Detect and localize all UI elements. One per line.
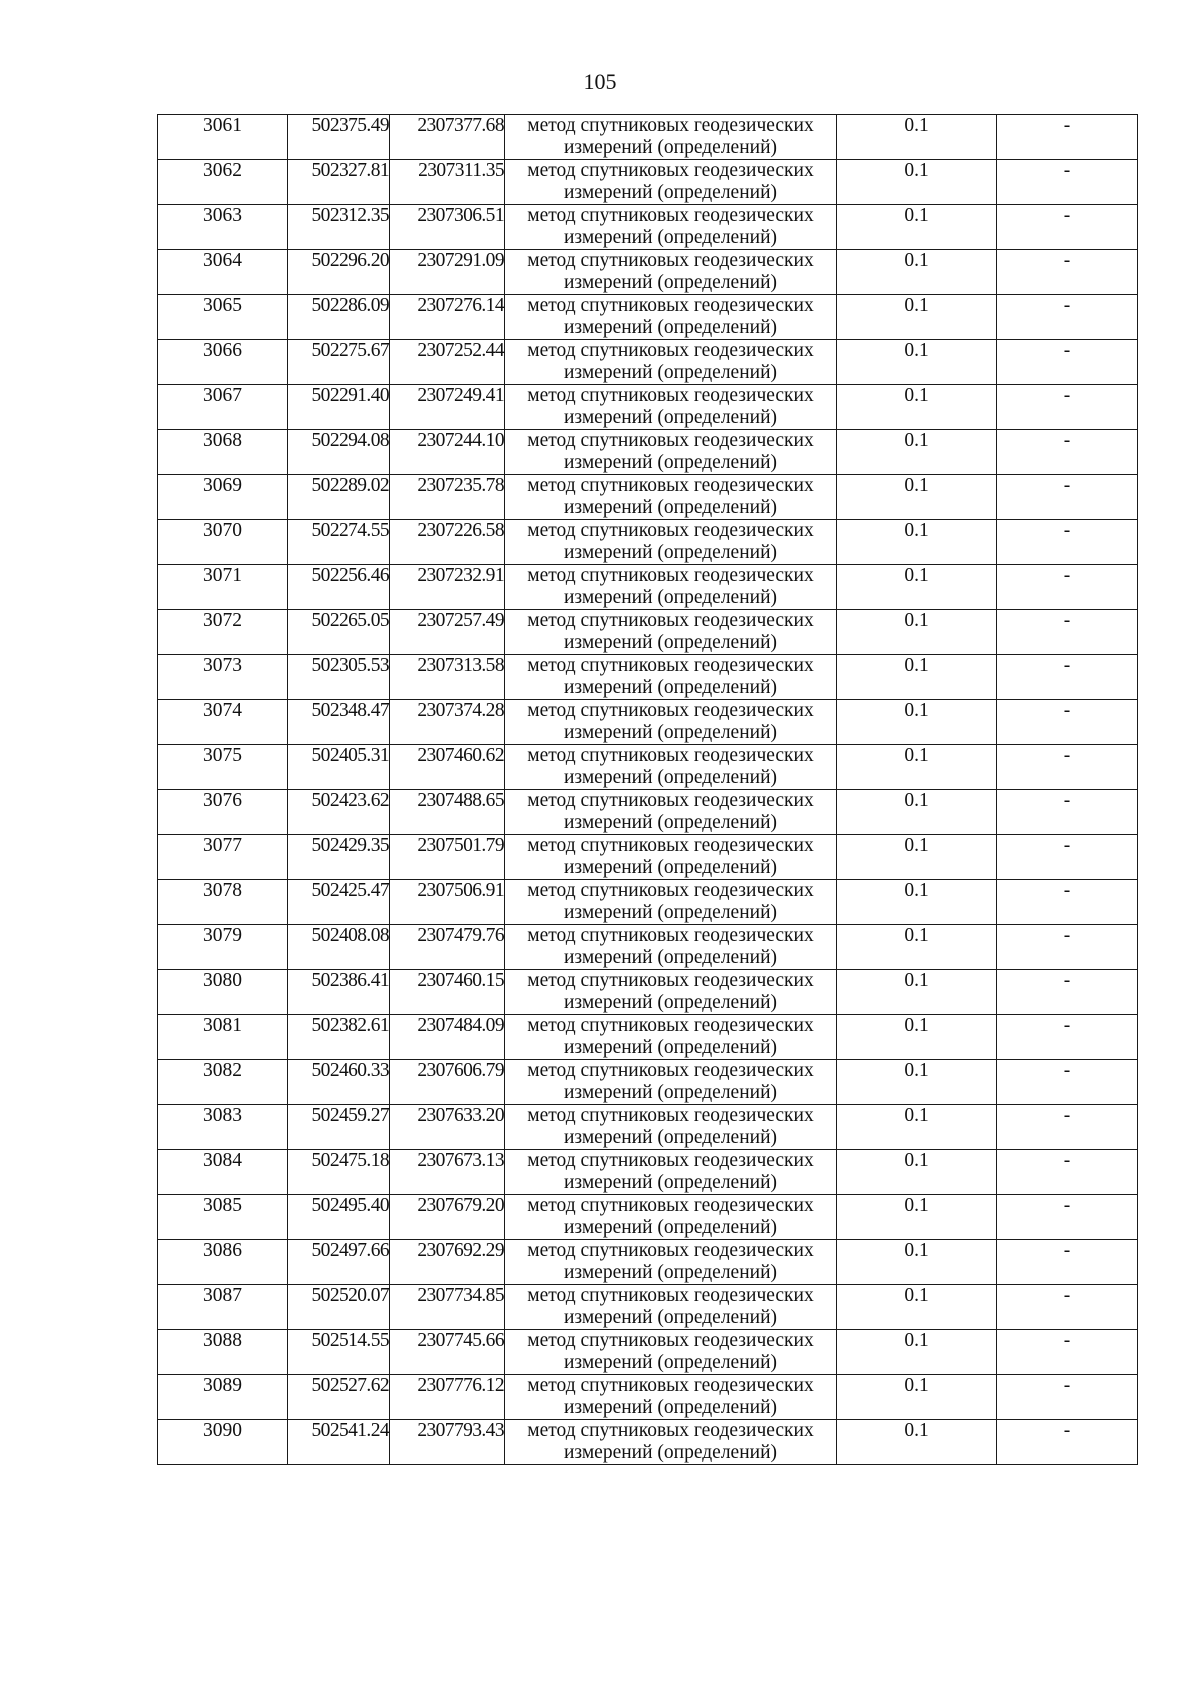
method-line-1: метод спутниковых геодезических	[527, 250, 814, 271]
accuracy-cell: 0.1	[837, 1285, 997, 1330]
method-cell	[505, 295, 837, 340]
y-coordinate-cell: 2307313.58	[390, 655, 505, 700]
method-cell	[505, 1420, 837, 1465]
x-coordinate-cell: 502286.09	[288, 295, 390, 340]
note-cell: -	[997, 520, 1138, 565]
x-coordinate-cell: 502405.31	[288, 745, 390, 790]
method-line-1: метод спутниковых геодезических	[527, 295, 814, 316]
table-row	[158, 1015, 1138, 1060]
x-coordinate-cell: 502275.67	[288, 340, 390, 385]
y-coordinate-cell: 2307306.51	[390, 205, 505, 250]
point-number-cell: 3089	[158, 1375, 288, 1420]
x-coordinate-cell: 502382.61	[288, 1015, 390, 1060]
method-cell	[505, 835, 837, 880]
y-coordinate-cell: 2307479.76	[390, 925, 505, 970]
table-row	[158, 205, 1138, 250]
x-coordinate-cell: 502296.20	[288, 250, 390, 295]
method-cell	[505, 1240, 837, 1285]
accuracy-cell: 0.1	[837, 655, 997, 700]
table-row	[158, 1420, 1138, 1465]
x-coordinate-cell: 502541.24	[288, 1420, 390, 1465]
table-row	[158, 835, 1138, 880]
point-number-cell: 3063	[158, 205, 288, 250]
accuracy-cell: 0.1	[837, 295, 997, 340]
x-coordinate-cell: 502423.62	[288, 790, 390, 835]
table-row	[158, 565, 1138, 610]
accuracy-cell: 0.1	[837, 340, 997, 385]
y-coordinate-cell: 2307249.41	[390, 385, 505, 430]
point-number-cell: 3064	[158, 250, 288, 295]
method-line-1: метод спутниковых геодезических	[527, 565, 814, 586]
y-coordinate-cell: 2307488.65	[390, 790, 505, 835]
table-row	[158, 655, 1138, 700]
method-line-1: метод спутниковых геодезических	[527, 520, 814, 541]
method-line-1: метод спутниковых геодезических	[527, 340, 814, 361]
method-line-2: измерений (определений)	[563, 632, 778, 653]
accuracy-cell: 0.1	[837, 970, 997, 1015]
table-row	[158, 1105, 1138, 1150]
note-cell: -	[997, 700, 1138, 745]
accuracy-cell: 0.1	[837, 1420, 997, 1465]
method-line-2: измерений (определений)	[563, 587, 778, 608]
note-cell: -	[997, 475, 1138, 520]
x-coordinate-cell: 502497.66	[288, 1240, 390, 1285]
table-row	[158, 385, 1138, 430]
accuracy-cell: 0.1	[837, 925, 997, 970]
table-row	[158, 880, 1138, 925]
x-coordinate-cell: 502386.41	[288, 970, 390, 1015]
method-line-1: метод спутниковых геодезических	[527, 1285, 814, 1306]
accuracy-cell: 0.1	[837, 520, 997, 565]
accuracy-cell: 0.1	[837, 1015, 997, 1060]
method-cell	[505, 160, 837, 205]
x-coordinate-cell: 502514.55	[288, 1330, 390, 1375]
accuracy-cell: 0.1	[837, 160, 997, 205]
method-line-1: метод спутниковых геодезических	[527, 205, 814, 226]
point-number-cell: 3071	[158, 565, 288, 610]
method-line-2: измерений (определений)	[563, 812, 778, 833]
method-line-1: метод спутниковых геодезических	[527, 835, 814, 856]
note-cell: -	[997, 745, 1138, 790]
table-row	[158, 1375, 1138, 1420]
y-coordinate-cell: 2307291.09	[390, 250, 505, 295]
y-coordinate-cell: 2307311.35	[390, 160, 505, 205]
note-cell: -	[997, 970, 1138, 1015]
method-cell	[505, 430, 837, 475]
method-cell	[505, 115, 837, 160]
method-cell	[505, 520, 837, 565]
table-row	[158, 340, 1138, 385]
method-line-1: метод спутниковых геодезических	[527, 115, 814, 136]
accuracy-cell: 0.1	[837, 565, 997, 610]
method-cell	[505, 610, 837, 655]
method-line-2: измерений (определений)	[563, 497, 778, 518]
y-coordinate-cell: 2307244.10	[390, 430, 505, 475]
method-cell	[505, 475, 837, 520]
accuracy-cell: 0.1	[837, 835, 997, 880]
method-line-2: измерений (определений)	[563, 1442, 778, 1463]
point-number-cell: 3074	[158, 700, 288, 745]
method-line-1: метод спутниковых геодезических	[527, 385, 814, 406]
x-coordinate-cell: 502327.81	[288, 160, 390, 205]
table-row	[158, 295, 1138, 340]
accuracy-cell: 0.1	[837, 1195, 997, 1240]
table-row	[158, 475, 1138, 520]
point-number-cell: 3078	[158, 880, 288, 925]
method-line-1: метод спутниковых геодезических	[527, 475, 814, 496]
point-number-cell: 3082	[158, 1060, 288, 1105]
method-line-2: измерений (определений)	[563, 677, 778, 698]
y-coordinate-cell: 2307484.09	[390, 1015, 505, 1060]
y-coordinate-cell: 2307252.44	[390, 340, 505, 385]
method-line-2: измерений (определений)	[563, 1352, 778, 1373]
method-line-2: измерений (определений)	[563, 1127, 778, 1148]
method-line-2: измерений (определений)	[563, 722, 778, 743]
method-cell	[505, 205, 837, 250]
point-number-cell: 3070	[158, 520, 288, 565]
x-coordinate-cell: 502348.47	[288, 700, 390, 745]
method-line-1: метод спутниковых геодезических	[527, 1420, 814, 1441]
point-number-cell: 3061	[158, 115, 288, 160]
x-coordinate-cell: 502520.07	[288, 1285, 390, 1330]
accuracy-cell: 0.1	[837, 430, 997, 475]
method-line-2: измерений (определений)	[563, 1037, 778, 1058]
method-cell	[505, 1150, 837, 1195]
method-line-2: измерений (определений)	[563, 182, 778, 203]
note-cell: -	[997, 1375, 1138, 1420]
method-cell	[505, 745, 837, 790]
point-number-cell: 3090	[158, 1420, 288, 1465]
note-cell: -	[997, 295, 1138, 340]
note-cell: -	[997, 385, 1138, 430]
note-cell: -	[997, 565, 1138, 610]
x-coordinate-cell: 502291.40	[288, 385, 390, 430]
method-line-2: измерений (определений)	[563, 947, 778, 968]
point-number-cell: 3062	[158, 160, 288, 205]
point-number-cell: 3086	[158, 1240, 288, 1285]
method-line-2: измерений (определений)	[563, 452, 778, 473]
x-coordinate-cell: 502312.35	[288, 205, 390, 250]
point-number-cell: 3084	[158, 1150, 288, 1195]
coordinates-table	[157, 114, 1138, 1465]
x-coordinate-cell: 502460.33	[288, 1060, 390, 1105]
method-line-2: измерений (определений)	[563, 1172, 778, 1193]
point-number-cell: 3077	[158, 835, 288, 880]
method-line-1: метод спутниковых геодезических	[527, 610, 814, 631]
y-coordinate-cell: 2307501.79	[390, 835, 505, 880]
method-line-2: измерений (определений)	[563, 1082, 778, 1103]
method-cell	[505, 1195, 837, 1240]
method-line-2: измерений (определений)	[563, 1262, 778, 1283]
y-coordinate-cell: 2307506.91	[390, 880, 505, 925]
y-coordinate-cell: 2307673.13	[390, 1150, 505, 1195]
note-cell: -	[997, 1240, 1138, 1285]
method-cell	[505, 790, 837, 835]
method-line-2: измерений (определений)	[563, 1397, 778, 1418]
y-coordinate-cell: 2307276.14	[390, 295, 505, 340]
y-coordinate-cell: 2307633.20	[390, 1105, 505, 1150]
point-number-cell: 3083	[158, 1105, 288, 1150]
y-coordinate-cell: 2307679.20	[390, 1195, 505, 1240]
note-cell: -	[997, 790, 1138, 835]
x-coordinate-cell: 502429.35	[288, 835, 390, 880]
accuracy-cell: 0.1	[837, 610, 997, 655]
method-line-2: измерений (определений)	[563, 542, 778, 563]
method-cell	[505, 385, 837, 430]
note-cell: -	[997, 1285, 1138, 1330]
y-coordinate-cell: 2307692.29	[390, 1240, 505, 1285]
point-number-cell: 3069	[158, 475, 288, 520]
y-coordinate-cell: 2307460.15	[390, 970, 505, 1015]
note-cell: -	[997, 1150, 1138, 1195]
method-cell	[505, 970, 837, 1015]
method-line-2: измерений (определений)	[563, 407, 778, 428]
method-cell	[505, 565, 837, 610]
y-coordinate-cell: 2307793.43	[390, 1420, 505, 1465]
point-number-cell: 3067	[158, 385, 288, 430]
point-number-cell: 3085	[158, 1195, 288, 1240]
method-line-1: метод спутниковых геодезических	[527, 1240, 814, 1261]
method-line-1: метод спутниковых геодезических	[527, 970, 814, 991]
table-row	[158, 970, 1138, 1015]
method-cell	[505, 700, 837, 745]
x-coordinate-cell: 502459.27	[288, 1105, 390, 1150]
accuracy-cell: 0.1	[837, 1330, 997, 1375]
note-cell: -	[997, 250, 1138, 295]
method-line-1: метод спутниковых геодезических	[527, 880, 814, 901]
note-cell: -	[997, 1420, 1138, 1465]
method-cell	[505, 340, 837, 385]
point-number-cell: 3072	[158, 610, 288, 655]
method-line-1: метод спутниковых геодезических	[527, 700, 814, 721]
y-coordinate-cell: 2307257.49	[390, 610, 505, 655]
method-line-1: метод спутниковых геодезических	[527, 1330, 814, 1351]
note-cell: -	[997, 1105, 1138, 1150]
method-line-2: измерений (определений)	[563, 902, 778, 923]
method-line-2: измерений (определений)	[563, 362, 778, 383]
accuracy-cell: 0.1	[837, 475, 997, 520]
note-cell: -	[997, 340, 1138, 385]
note-cell: -	[997, 1015, 1138, 1060]
method-line-1: метод спутниковых геодезических	[527, 430, 814, 451]
point-number-cell: 3076	[158, 790, 288, 835]
note-cell: -	[997, 115, 1138, 160]
method-line-1: метод спутниковых геодезических	[527, 1015, 814, 1036]
note-cell: -	[997, 880, 1138, 925]
method-line-2: измерений (определений)	[563, 992, 778, 1013]
method-line-2: измерений (определений)	[563, 317, 778, 338]
method-line-1: метод спутниковых геодезических	[527, 1105, 814, 1126]
table-row	[158, 925, 1138, 970]
table-row	[158, 700, 1138, 745]
x-coordinate-cell: 502375.49	[288, 115, 390, 160]
note-cell: -	[997, 205, 1138, 250]
y-coordinate-cell: 2307460.62	[390, 745, 505, 790]
table-row	[158, 430, 1138, 475]
x-coordinate-cell: 502256.46	[288, 565, 390, 610]
method-cell	[505, 1105, 837, 1150]
note-cell: -	[997, 655, 1138, 700]
accuracy-cell: 0.1	[837, 1060, 997, 1105]
y-coordinate-cell: 2307734.85	[390, 1285, 505, 1330]
accuracy-cell: 0.1	[837, 115, 997, 160]
table-row	[158, 790, 1138, 835]
y-coordinate-cell: 2307232.91	[390, 565, 505, 610]
accuracy-cell: 0.1	[837, 880, 997, 925]
table-row	[158, 1195, 1138, 1240]
method-line-1: метод спутниковых геодезических	[527, 790, 814, 811]
x-coordinate-cell: 502305.53	[288, 655, 390, 700]
table-row	[158, 520, 1138, 565]
method-line-2: измерений (определений)	[563, 137, 778, 158]
method-line-1: метод спутниковых геодезических	[527, 1195, 814, 1216]
table-row	[158, 1330, 1138, 1375]
method-line-1: метод спутниковых геодезических	[527, 1150, 814, 1171]
table-row	[158, 1060, 1138, 1105]
note-cell: -	[997, 610, 1138, 655]
method-line-1: метод спутниковых геодезических	[527, 745, 814, 766]
x-coordinate-cell: 502425.47	[288, 880, 390, 925]
table-body	[158, 115, 1138, 1465]
point-number-cell: 3068	[158, 430, 288, 475]
y-coordinate-cell: 2307235.78	[390, 475, 505, 520]
y-coordinate-cell: 2307606.79	[390, 1060, 505, 1105]
note-cell: -	[997, 1060, 1138, 1105]
x-coordinate-cell: 502289.02	[288, 475, 390, 520]
accuracy-cell: 0.1	[837, 205, 997, 250]
method-line-2: измерений (определений)	[563, 767, 778, 788]
point-number-cell: 3081	[158, 1015, 288, 1060]
table-row	[158, 1150, 1138, 1195]
note-cell: -	[997, 160, 1138, 205]
y-coordinate-cell: 2307377.68	[390, 115, 505, 160]
method-line-1: метод спутниковых геодезических	[527, 1375, 814, 1396]
method-cell	[505, 880, 837, 925]
accuracy-cell: 0.1	[837, 790, 997, 835]
method-cell	[505, 250, 837, 295]
accuracy-cell: 0.1	[837, 1150, 997, 1195]
accuracy-cell: 0.1	[837, 700, 997, 745]
point-number-cell: 3066	[158, 340, 288, 385]
method-cell	[505, 1015, 837, 1060]
table-row	[158, 1240, 1138, 1285]
accuracy-cell: 0.1	[837, 250, 997, 295]
x-coordinate-cell: 502475.18	[288, 1150, 390, 1195]
point-number-cell: 3088	[158, 1330, 288, 1375]
method-cell	[505, 1375, 837, 1420]
method-line-2: измерений (определений)	[563, 227, 778, 248]
point-number-cell: 3080	[158, 970, 288, 1015]
note-cell: -	[997, 835, 1138, 880]
method-cell	[505, 1060, 837, 1105]
method-line-2: измерений (определений)	[563, 857, 778, 878]
x-coordinate-cell: 502265.05	[288, 610, 390, 655]
x-coordinate-cell: 502294.08	[288, 430, 390, 475]
table-row	[158, 160, 1138, 205]
method-cell	[505, 925, 837, 970]
method-line-1: метод спутниковых геодезических	[527, 1060, 814, 1081]
accuracy-cell: 0.1	[837, 1105, 997, 1150]
method-line-2: измерений (определений)	[563, 1307, 778, 1328]
table-row	[158, 745, 1138, 790]
x-coordinate-cell: 502527.62	[288, 1375, 390, 1420]
y-coordinate-cell: 2307776.12	[390, 1375, 505, 1420]
point-number-cell: 3087	[158, 1285, 288, 1330]
point-number-cell: 3065	[158, 295, 288, 340]
y-coordinate-cell: 2307745.66	[390, 1330, 505, 1375]
page-number: 105	[583, 69, 617, 94]
point-number-cell: 3079	[158, 925, 288, 970]
method-line-2: измерений (определений)	[563, 1217, 778, 1238]
point-number-cell: 3075	[158, 745, 288, 790]
point-number-cell: 3073	[158, 655, 288, 700]
x-coordinate-cell: 502495.40	[288, 1195, 390, 1240]
table-row	[158, 1285, 1138, 1330]
accuracy-cell: 0.1	[837, 745, 997, 790]
note-cell: -	[997, 1330, 1138, 1375]
method-cell	[505, 655, 837, 700]
y-coordinate-cell: 2307374.28	[390, 700, 505, 745]
note-cell: -	[997, 1195, 1138, 1240]
accuracy-cell: 0.1	[837, 385, 997, 430]
method-line-1: метод спутниковых геодезических	[527, 160, 814, 181]
note-cell: -	[997, 925, 1138, 970]
accuracy-cell: 0.1	[837, 1240, 997, 1285]
y-coordinate-cell: 2307226.58	[390, 520, 505, 565]
table-row	[158, 115, 1138, 160]
method-cell	[505, 1285, 837, 1330]
method-line-1: метод спутниковых геодезических	[527, 925, 814, 946]
method-line-2: измерений (определений)	[563, 272, 778, 293]
x-coordinate-cell: 502408.08	[288, 925, 390, 970]
x-coordinate-cell: 502274.55	[288, 520, 390, 565]
method-line-1: метод спутниковых геодезических	[527, 655, 814, 676]
table-row	[158, 610, 1138, 655]
accuracy-cell: 0.1	[837, 1375, 997, 1420]
method-cell	[505, 1330, 837, 1375]
table-row	[158, 250, 1138, 295]
note-cell: -	[997, 430, 1138, 475]
